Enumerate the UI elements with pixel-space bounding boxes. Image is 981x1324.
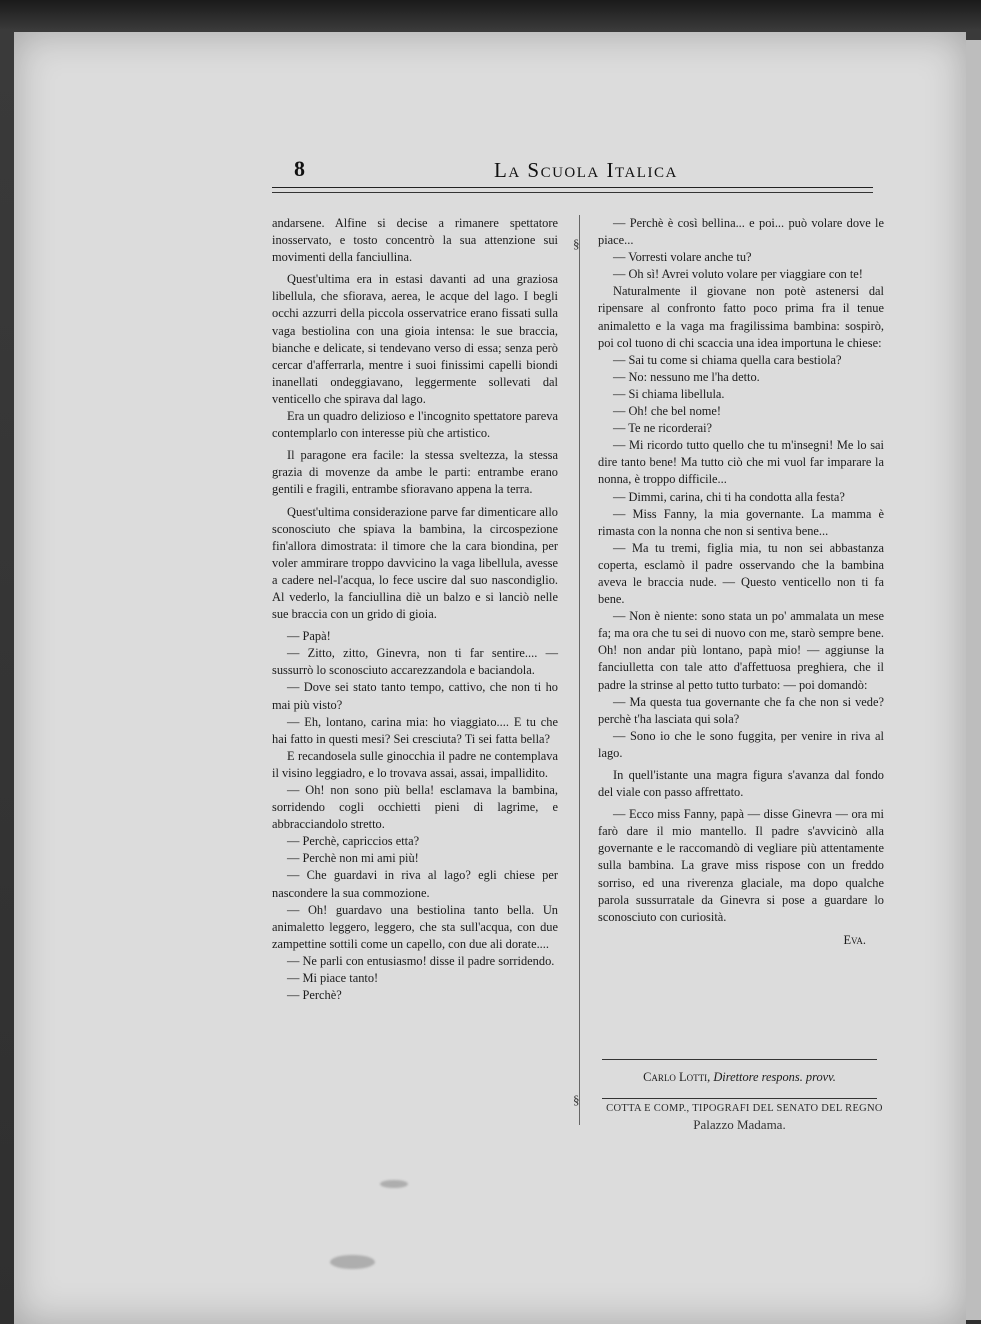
- dialogue-line: — Che guardavi in riva al lago? egli chiese per nascondere la sua commozione.: [272, 868, 558, 900]
- dialogue-line: — Ne parli con entusiasmo! disse il padre sorridendo.: [287, 953, 555, 968]
- dialogue-line: — Non è niente: sono stata un po' ammalata un mese fa; ma ora che tu sei di nuovo con me, starò sempre bene. Oh! non andar più lontano, papà mio! — aggiunse la fanciulletta con tale atto d'affettuosa preghiera, che il padre la strinse al petto tutto turbato: — poi domandò:: [598, 609, 884, 692]
- author-signature: Eva.: [843, 932, 866, 947]
- divider-ornament: §: [573, 236, 580, 251]
- paragraph: andarsene. Alfine si decise a rimanere spettatore inosservato, e tosto concentrò la sua attenzione sui movimenti della fanciullina.: [272, 216, 558, 265]
- page-header: [270, 150, 875, 190]
- paragraph: Era un quadro delizioso e l'incognito spettatore pareva contemplarlo con interesse più che artistico.: [272, 409, 558, 441]
- dialogue-line: — Sono io che le sono fuggita, per venire in riva al lago.: [598, 728, 884, 760]
- paragraph: Quest'ultima era in estasi davanti ad una graziosa libellula, che sfiorava, aerea, le acque del lago. I begli occhi azzurri della piccola osservatrice erano fissati sulla vaga bestiolina con una gioia intensa: le sue braccia, bianche e delicate, si tendevano verso di essa; senza però cercar d'afferrarla, mentre i suoi finissimi capelli biondi inanellati ondeggiavano, leggermente sollevati dal venticello che spirava dal lago.: [272, 272, 558, 406]
- dialogue-line: — Perchè?: [287, 988, 342, 1003]
- paragraph: E recandosela sulle ginocchia il padre ne contemplava il visino leggiadro, e lo trovava assai, assai, impallidito.: [272, 748, 558, 780]
- left-column: [272, 215, 558, 1004]
- header-rule-thin: [272, 192, 873, 193]
- paragraph: — Ecco miss Fanny, papà — disse Ginevra — ora mi farò dare il mio mantello. Il padre s'avvicinò alla governante e le raccomandò di vegliare più attentamente sulla bambina. La grave miss rispose con un freddo sorriso, ed una riverenza glaciale, ma dopo qualche parola sussurratale da Ginevra si pose a guardare lo sconosciuto con curiosità.: [598, 807, 884, 924]
- dialogue-line: — Perchè non mi ami più!: [287, 851, 419, 866]
- dialogue-line: — Vorresti volare anche tu?: [613, 250, 752, 265]
- dialogue-line: — Ma questa tua governante che fa che non si vede? perchè t'ha lasciata qui sola?: [598, 694, 884, 726]
- dialogue-line: — Dove sei stato tanto tempo, cattivo, che non ti ho mai più visto?: [272, 680, 558, 712]
- director-line: [602, 1070, 877, 1085]
- dialogue-line: — Ma tu tremi, figlia mia, tu non sei abbastanza coperta, esclamò il padre osservando che la bambina aveva le braccia nude. — Questo venticello non ti fa bene.: [598, 540, 884, 607]
- page-number: 8: [294, 156, 305, 181]
- printer-place: Palazzo Madama.: [693, 1117, 786, 1132]
- dialogue-line: — Mi piace tanto!: [287, 971, 379, 986]
- dialogue-line: — Te ne ricorderai?: [613, 421, 713, 436]
- dialogue-line: — Perchè, capriccios etta?: [287, 834, 420, 849]
- ink-smudge: [330, 1255, 375, 1269]
- dialogue-line: — Si chiama libellula.: [613, 386, 725, 401]
- paragraph: Naturalmente il giovane non potè astenersi dal ripensare al confronto fatto poco prima fra il tenue animaletto e la vaga ma fragilissima bambina: sospirò, poi col tuono di chi scaccia una idea importuna le chiese:: [598, 284, 884, 350]
- dialogue-line: — Mi ricordo tutto quello che tu m'insegni! Me lo sai dire tanto bene! Ma tutto ciò che mi vuol far imparare la nonna, è troppo difficile...: [598, 438, 884, 487]
- dialogue-line: — Oh! che bel nome!: [613, 404, 722, 419]
- director-name: Carlo Lotti,: [643, 1070, 711, 1084]
- printer-line: COTTA E COMP., TIPOGRAFI DEL SENATO DEL REGNO: [606, 1103, 883, 1114]
- director-title: Direttore respons. provv.: [713, 1070, 836, 1084]
- dialogue-line: — Miss Fanny, la mia governante. La mamma è rimasta con la nonna che non si sentiva bene...: [598, 506, 884, 538]
- ink-smudge: [380, 1180, 408, 1188]
- right-column: [598, 215, 884, 949]
- dialogue-line: — Dimmi, carina, chi ti ha condotta alla festa?: [613, 489, 845, 504]
- dialogue-line: — Papà!: [287, 629, 331, 644]
- dialogue-line: — Oh! non sono più bella! esclamava la bambina, sorridendo cogli occhietti pieni di lagrime, e abbracciandolo stretto.: [272, 783, 558, 832]
- paragraph: Quest'ultima considerazione parve far dimenticare allo sconosciuto che spiava la bambina, la circospezione fin'allora dimostrata: il timore che la cara biondina, per voler ammirare troppo davvicino la vaga libellula, avesse a cadere nel-l'acqua, lo fece uscire dal suo nascondiglio. Al vederlo, la fanciullina diè un balzo e si lanciò nelle sue braccia con un grido di gioia.: [272, 504, 558, 622]
- dialogue-line: — Oh sì! Avrei voluto volare per viaggiare con te!: [613, 267, 863, 282]
- footer-rule: [602, 1098, 877, 1099]
- dialogue-line: — Zitto, zitto, Ginevra, non ti far sentire.... — sussurrò lo sconosciuto accarezzandola e baciandola.: [272, 646, 558, 678]
- column-divider: [579, 215, 580, 1125]
- dialogue-line: — No: nessuno me l'ha detto.: [613, 369, 760, 384]
- dialogue-line: — Eh, lontano, carina mia: ho viaggiato.... E tu che hai fatto in questi mesi? Sei cresciuta? Ti sei fatta bella?: [272, 714, 558, 746]
- footer-rule: [602, 1059, 877, 1060]
- dialogue-line: — Sai tu come si chiama quella cara bestiola?: [613, 352, 842, 367]
- dialogue-line: — Oh! guardavo una bestiolina tanto bella. Un animaletto leggero, leggero, che sta sull'acqua, con due zampettine sottili come un capello, con due ali dorate....: [272, 902, 558, 951]
- header-rule: [272, 187, 873, 188]
- divider-ornament: §: [573, 1092, 580, 1107]
- paragraph: In quell'istante una magra figura s'avanza dal fondo del viale con passo affrettato.: [598, 768, 884, 800]
- dialogue-line: — Perchè è così bellina... e poi... può volare dove le piace...: [598, 216, 884, 248]
- journal-title: La Scuola Italica: [494, 158, 678, 182]
- paragraph: Il paragone era facile: la stessa sveltezza, la stessa grazia di movenze da ambe le parti: entrambe erano gentili e fragili, entrambe sfioravano appena la terra.: [272, 448, 558, 497]
